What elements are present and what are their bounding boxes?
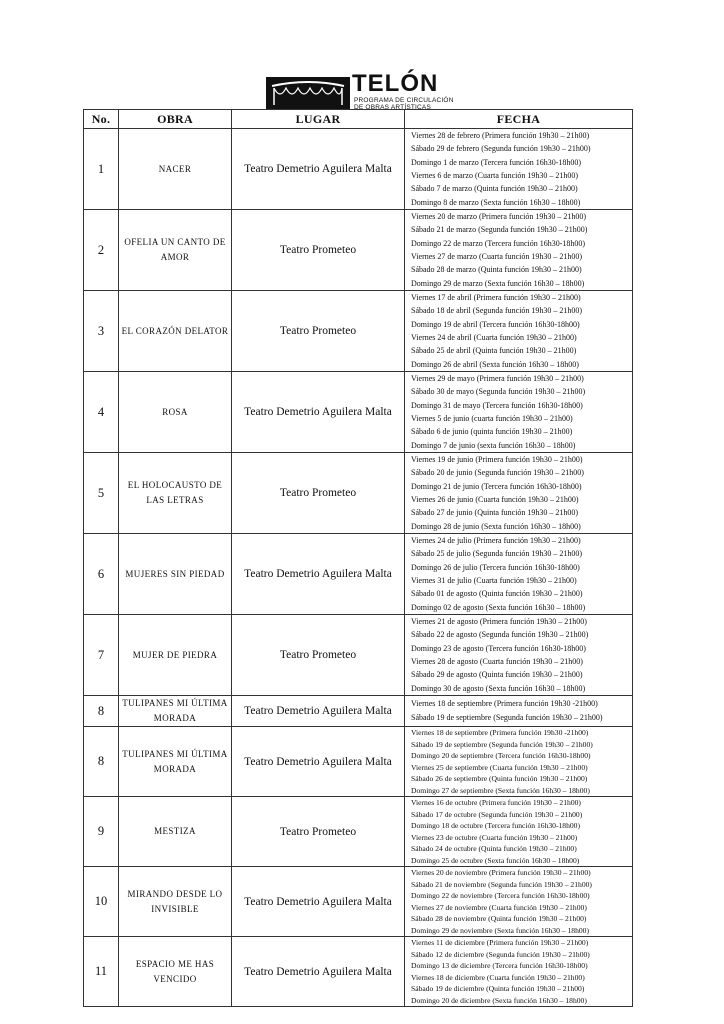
date-line: Sábado 28 de marzo (Quinta función 19h30 – 21h00) (411, 265, 582, 275)
table-row (84, 372, 633, 453)
cell-lugar: Teatro Demetrio Aguilera Malta (232, 372, 405, 453)
cell-lugar: Teatro Demetrio Aguilera Malta (232, 696, 405, 727)
date-line: Sábado 7 de marzo (Quinta función 19h30 – 21h00) (411, 184, 578, 194)
date-line: Domingo 31 de mayo (Tercera función 16h30-18h00) (411, 400, 583, 410)
date-list (405, 210, 632, 290)
date-line: Viernes 18 de septiembre (Primera función 19h30 -21h00) (411, 728, 589, 737)
cell-obra: TULIPANES MI ÚLTIMA MORADA (119, 696, 232, 727)
date-line: Viernes 21 de agosto (Primera función 19h30 – 21h00) (411, 617, 587, 627)
table-row (84, 867, 633, 937)
date-line: Viernes 28 de febrero (Primera función 19h30 – 21h00) (411, 131, 590, 141)
date-line: Viernes 20 de noviembre (Primera función 19h30 – 21h00) (411, 868, 591, 877)
cell-obra: MESTIZA (119, 797, 232, 867)
date-line: Domingo 18 de octubre (Tercera función 16h30-18h00) (411, 821, 581, 830)
date-line: Sábado 22 de agosto (Segunda función 19h30 – 21h00) (411, 630, 589, 640)
date-line: Sábado 01 de agosto (Quinta función 19h30 – 21h00) (411, 589, 583, 599)
cell-no: 11 (84, 937, 119, 1007)
cell-fecha (405, 210, 633, 291)
header-obra: OBRA (119, 110, 232, 129)
schedule-table (83, 109, 633, 1007)
date-line: Viernes 27 de noviembre (Cuarta función 19h30 – 21h00) (411, 902, 587, 912)
date-list (405, 937, 632, 1006)
date-list (405, 797, 632, 866)
table-row (84, 615, 633, 696)
date-line: Viernes 16 de octubre (Primera función 19h30 – 21h00) (411, 798, 581, 807)
logo-subtitle-line2: DE OBRAS ARTÍSTICAS (354, 104, 432, 111)
header-lugar: LUGAR (232, 110, 405, 129)
date-line: Sábado 19 de septiembre (Segunda función 19h30 – 21h00) (411, 739, 593, 749)
date-line: Sábado 19 de septiembre (Segunda función 19h30 – 21h00) (411, 713, 603, 722)
date-line: Viernes 23 de octubre (Cuarta función 19h30 – 21h00) (411, 832, 578, 842)
date-line: Domingo 26 de abril (Sexta función 16h30 – 18h00) (411, 359, 579, 369)
cell-fecha (405, 937, 633, 1007)
table-row (84, 534, 633, 615)
cell-fecha (405, 534, 633, 615)
date-line: Sábado 25 de julio (Segunda función 19h30 – 21h00) (411, 549, 583, 559)
date-line: Sábado 21 de marzo (Segunda función 19h30 – 21h00) (411, 225, 588, 235)
cell-lugar: Teatro Demetrio Aguilera Malta (232, 937, 405, 1007)
cell-lugar: Teatro Demetrio Aguilera Malta (232, 727, 405, 797)
date-line: Sábado 18 de abril (Segunda función 19h30 – 21h00) (411, 306, 583, 316)
table-row (84, 210, 633, 291)
table-row (84, 453, 633, 534)
date-line: Viernes 29 de mayo (Primera función 19h30 – 21h00) (411, 374, 584, 384)
cell-no: 9 (84, 797, 119, 867)
logo-subtitle-line1: PROGRAMA DE CIRCULACIÓN (354, 97, 454, 104)
cell-lugar: Teatro Demetrio Aguilera Malta (232, 867, 405, 937)
cell-lugar: Teatro Prometeo (232, 453, 405, 534)
cell-obra: EL HOLOCAUSTO DE LAS LETRAS (119, 453, 232, 534)
date-list (405, 727, 632, 796)
table-row (84, 129, 633, 210)
table-row (84, 696, 633, 727)
cell-fecha (405, 291, 633, 372)
cell-fecha (405, 129, 633, 210)
cell-fecha (405, 867, 633, 937)
cell-fecha (405, 615, 633, 696)
cell-obra: ROSA (119, 372, 232, 453)
date-line: Viernes 17 de abril (Primera función 19h30 – 21h00) (411, 293, 581, 303)
date-line: Viernes 28 de agosto (Cuarta función 19h30 – 21h00) (411, 657, 583, 666)
cell-lugar: Teatro Demetrio Aguilera Malta (232, 129, 405, 210)
date-line: Domingo 19 de abril (Tercera función 16h30-18h00) (411, 319, 580, 329)
date-list (405, 534, 632, 614)
date-line: Viernes 6 de marzo (Cuarta función 19h30 – 21h00) (411, 171, 579, 180)
table-row (84, 727, 633, 797)
date-line: Viernes 31 de julio (Cuarta función 19h30 – 21h00) (411, 576, 577, 585)
cell-fecha (405, 453, 633, 534)
cell-no: 1 (84, 129, 119, 210)
date-line: Sábado 28 de noviembre (Quinta función 19h30 – 21h00) (411, 914, 587, 923)
table-row (84, 797, 633, 867)
table-header-row (84, 110, 633, 129)
table-row (84, 937, 633, 1007)
date-line: Sábado 25 de abril (Quinta función 19h30 – 21h00) (411, 346, 577, 356)
cell-obra: ESPACIO ME HAS VENCIDO (119, 937, 232, 1007)
date-line: Sábado 19 de diciembre (Quinta función 19h30 – 21h00) (411, 984, 585, 993)
date-line: Sábado 21 de noviembre (Segunda función 19h30 – 21h00) (411, 879, 592, 889)
table-row (84, 291, 633, 372)
date-line: Domingo 8 de marzo (Sexta función 16h30 – 18h00) (411, 197, 581, 207)
cell-no: 5 (84, 453, 119, 534)
date-line: Viernes 18 de septiembre (Primera función 19h30 -21h00) (411, 698, 598, 708)
date-line: Domingo 27 de septiembre (Sexta función 16h30 – 18h00) (411, 785, 590, 795)
cell-obra: TULIPANES MI ÚLTIMA MORADA (119, 727, 232, 797)
date-line: Viernes 20 de marzo (Primera función 19h30 – 21h00) (411, 212, 587, 222)
date-line: Sábado 24 de octubre (Quinta función 19h30 – 21h00) (411, 844, 577, 853)
cell-lugar: Teatro Prometeo (232, 291, 405, 372)
date-line: Sábado 27 de junio (Quinta función 19h30 – 21h00) (411, 508, 579, 518)
cell-lugar: Teatro Prometeo (232, 210, 405, 291)
date-line: Viernes 24 de abril (Cuarta función 19h30 – 21h00) (411, 333, 577, 342)
date-line: Viernes 26 de junio (Cuarta función 19h30 – 21h00) (411, 495, 579, 504)
date-line: Sábado 17 de octubre (Segunda función 19h30 – 21h00) (411, 809, 583, 819)
date-line: Viernes 27 de marzo (Cuarta función 19h30 – 21h00) (411, 252, 583, 261)
header-fecha: FECHA (405, 110, 633, 129)
date-line: Domingo 22 de noviembre (Tercera función 16h30-18h00) (411, 891, 590, 900)
cell-no: 10 (84, 867, 119, 937)
date-line: Viernes 24 de julio (Primera función 19h30 – 21h00) (411, 536, 581, 546)
theater-curtain-icon (266, 77, 350, 110)
cell-lugar: Teatro Demetrio Aguilera Malta (232, 534, 405, 615)
date-line: Domingo 7 de junio (sexta función 16h30 – 18h00) (411, 440, 576, 450)
cell-fecha (405, 727, 633, 797)
date-list (405, 615, 632, 695)
date-line: Viernes 18 de diciembre (Cuarta función 19h30 – 21h00) (411, 972, 585, 982)
cell-fecha (405, 372, 633, 453)
date-list (405, 129, 632, 209)
date-line: Domingo 26 de julio (Tercera función 16h30-18h00) (411, 562, 580, 572)
date-line: Domingo 29 de noviembre (Sexta función 16h30 – 18h00) (411, 925, 590, 935)
cell-obra: EL CORAZÓN DELATOR (119, 291, 232, 372)
date-line: Domingo 20 de diciembre (Sexta función 16h30 – 18h00) (411, 995, 587, 1005)
date-line: Domingo 28 de junio (Sexta función 16h30 – 18h00) (411, 521, 581, 531)
cell-no: 8 (84, 727, 119, 797)
cell-obra: MIRANDO DESDE LO INVISIBLE (119, 867, 232, 937)
date-line: Sábado 29 de agosto (Quinta función 19h30 – 21h00) (411, 670, 583, 680)
date-line: Domingo 13 de diciembre (Tercera función 16h30-18h00) (411, 961, 588, 970)
date-line: Domingo 22 de marzo (Tercera función 16h30-18h00) (411, 238, 586, 248)
date-line: Viernes 19 de junio (Primera función 19h30 – 21h00) (411, 455, 583, 465)
date-line: Domingo 25 de octubre (Sexta función 16h30 – 18h00) (411, 855, 580, 865)
date-line: Viernes 5 de junio (cuarta función 19h30 – 21h00) (411, 414, 573, 423)
cell-lugar: Teatro Prometeo (232, 797, 405, 867)
cell-no: 4 (84, 372, 119, 453)
date-line: Viernes 25 de septiembre (Cuarta función 19h30 – 21h00) (411, 762, 588, 772)
date-list (405, 867, 632, 936)
date-list (405, 372, 632, 452)
date-line: Sábado 12 de diciembre (Segunda función 19h30 – 21h00) (411, 949, 590, 959)
date-line: Domingo 23 de agosto (Tercera función 16h30-18h00) (411, 643, 586, 653)
date-line: Domingo 21 de junio (Tercera función 16h30-18h00) (411, 481, 582, 491)
cell-obra: MUJERES SIN PIEDAD (119, 534, 232, 615)
cell-no: 6 (84, 534, 119, 615)
date-line: Sábado 30 de mayo (Segunda función 19h30 – 21h00) (411, 387, 586, 397)
logo-title: TELÓN (352, 70, 439, 97)
cell-fecha (405, 696, 633, 727)
cell-obra: NACER (119, 129, 232, 210)
header-no: No. (84, 110, 119, 129)
date-list (405, 291, 632, 371)
date-line: Domingo 30 de agosto (Sexta función 16h30 – 18h00) (411, 683, 586, 693)
date-line: Sábado 6 de junio (quinta función 19h30 – 21h00) (411, 427, 573, 437)
date-line: Sábado 29 de febrero (Segunda función 19h30 – 21h00) (411, 144, 591, 154)
date-list (405, 697, 632, 726)
date-line: Domingo 20 de septiembre (Tercera función 16h30-18h00) (411, 751, 591, 760)
cell-no: 2 (84, 210, 119, 291)
date-list (405, 453, 632, 533)
cell-no: 8 (84, 696, 119, 727)
cell-obra: OFELIA UN CANTO DE AMOR (119, 210, 232, 291)
cell-lugar: Teatro Prometeo (232, 615, 405, 696)
date-line: Domingo 02 de agosto (Sexta función 16h30 – 18h00) (411, 602, 586, 612)
cell-no: 3 (84, 291, 119, 372)
telon-logo (266, 70, 454, 112)
date-line: Sábado 26 de septiembre (Quinta función 19h30 – 21h00) (411, 774, 588, 783)
date-line: Viernes 11 de diciembre (Primera función 19h30 – 21h00) (411, 938, 589, 947)
cell-obra: MUJER DE PIEDRA (119, 615, 232, 696)
date-line: Domingo 1 de marzo (Tercera función 16h30-18h00) (411, 157, 582, 167)
cell-fecha (405, 797, 633, 867)
cell-no: 7 (84, 615, 119, 696)
date-line: Sábado 20 de junio (Segunda función 19h30 – 21h00) (411, 468, 584, 478)
date-line: Domingo 29 de marzo (Sexta función 16h30 – 18h00) (411, 278, 585, 288)
